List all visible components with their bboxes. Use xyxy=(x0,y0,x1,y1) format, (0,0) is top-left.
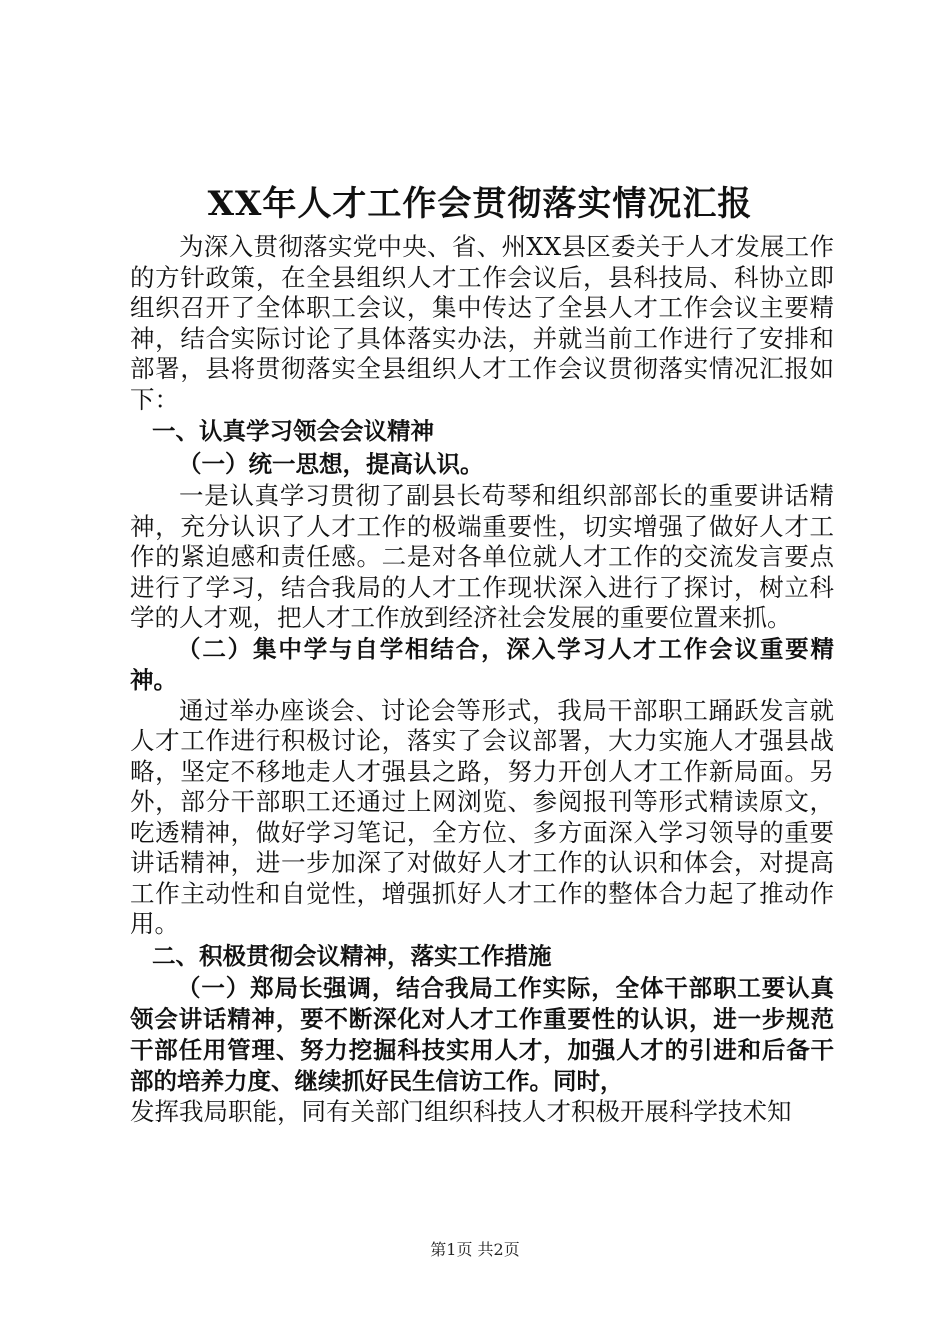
section-1-subheading-2: （二）集中学与自学相结合，深入学习人才工作会议重要精神。 xyxy=(130,634,834,694)
section-1-paragraph-2: 通过举办座谈会、讨论会等形式，我局干部职工踊跃发言就人才工作进行积极讨论，落实了会议部署，大力实施人才强县战略，坚定不移地走人才强县之路，努力开创人才工作新局面。另外，部分干部职工还通过上网浏览、参阅报刊等形式精读原文，吃透精神，做好学习笔记，全方位、多方面深入学习领导的重要讲话精神，进一步加深了对做好人才工作的认识和体会，对提高工作主动性和自觉性，增强抓好人才工作的整体合力起了推动作用。 xyxy=(130,695,834,938)
page-footer: 第1页 共2页 xyxy=(430,1240,520,1259)
intro-paragraph: 为深入贯彻落实党中央、省、州XX县区委关于人才发展工作的方针政策，在全县组织人才工作会议后，县科技局、科协立即组织召开了全体职工会议，集中传达了全县人才工作会议主要精神，结合实际讨论了具体落实办法，并就当前工作进行了安排和部署，县将贯彻落实全县组织人才工作会议贯彻落实情况汇报如下： xyxy=(130,232,834,414)
section-1-heading: 一、认真学习领会会议精神 xyxy=(152,417,434,445)
document-body xyxy=(130,232,834,1127)
document-title: XX年人才工作会贯彻落实情况汇报 xyxy=(207,184,753,224)
section-2-heading: 二、积极贯彻会议精神，落实工作措施 xyxy=(152,941,552,970)
section-1-subheading-1: （一）统一思想，提高认识。 xyxy=(178,450,484,478)
section-1-paragraph-1: 一是认真学习贯彻了副县长苟琴和组织部部长的重要讲话精神，充分认识了人才工作的极端重要性，切实增强了做好人才工作的紧迫感和责任感。二是对各单位就人才工作的交流发言要点进行了学习，结合我局的人才工作现状深入进行了探讨，树立科学的人才观，把人才工作放到经济社会发展的重要位置来抓。 xyxy=(130,481,834,632)
section-2-subheading-1: （一）郑局长强调，结合我局工作实际，全体干部职工要认真领会讲话精神，要不断深化对人才工作重要性的认识，进一步规范干部任用管理、努力挖掘科技实用人才，加强人才的引进和后备干部的培养力度、继续抓好民生信访工作。同时， xyxy=(130,973,834,1095)
section-2-paragraph-1: 发挥我局职能，同有关部门组织科技人才积极开展科学技术知 xyxy=(130,1096,792,1126)
